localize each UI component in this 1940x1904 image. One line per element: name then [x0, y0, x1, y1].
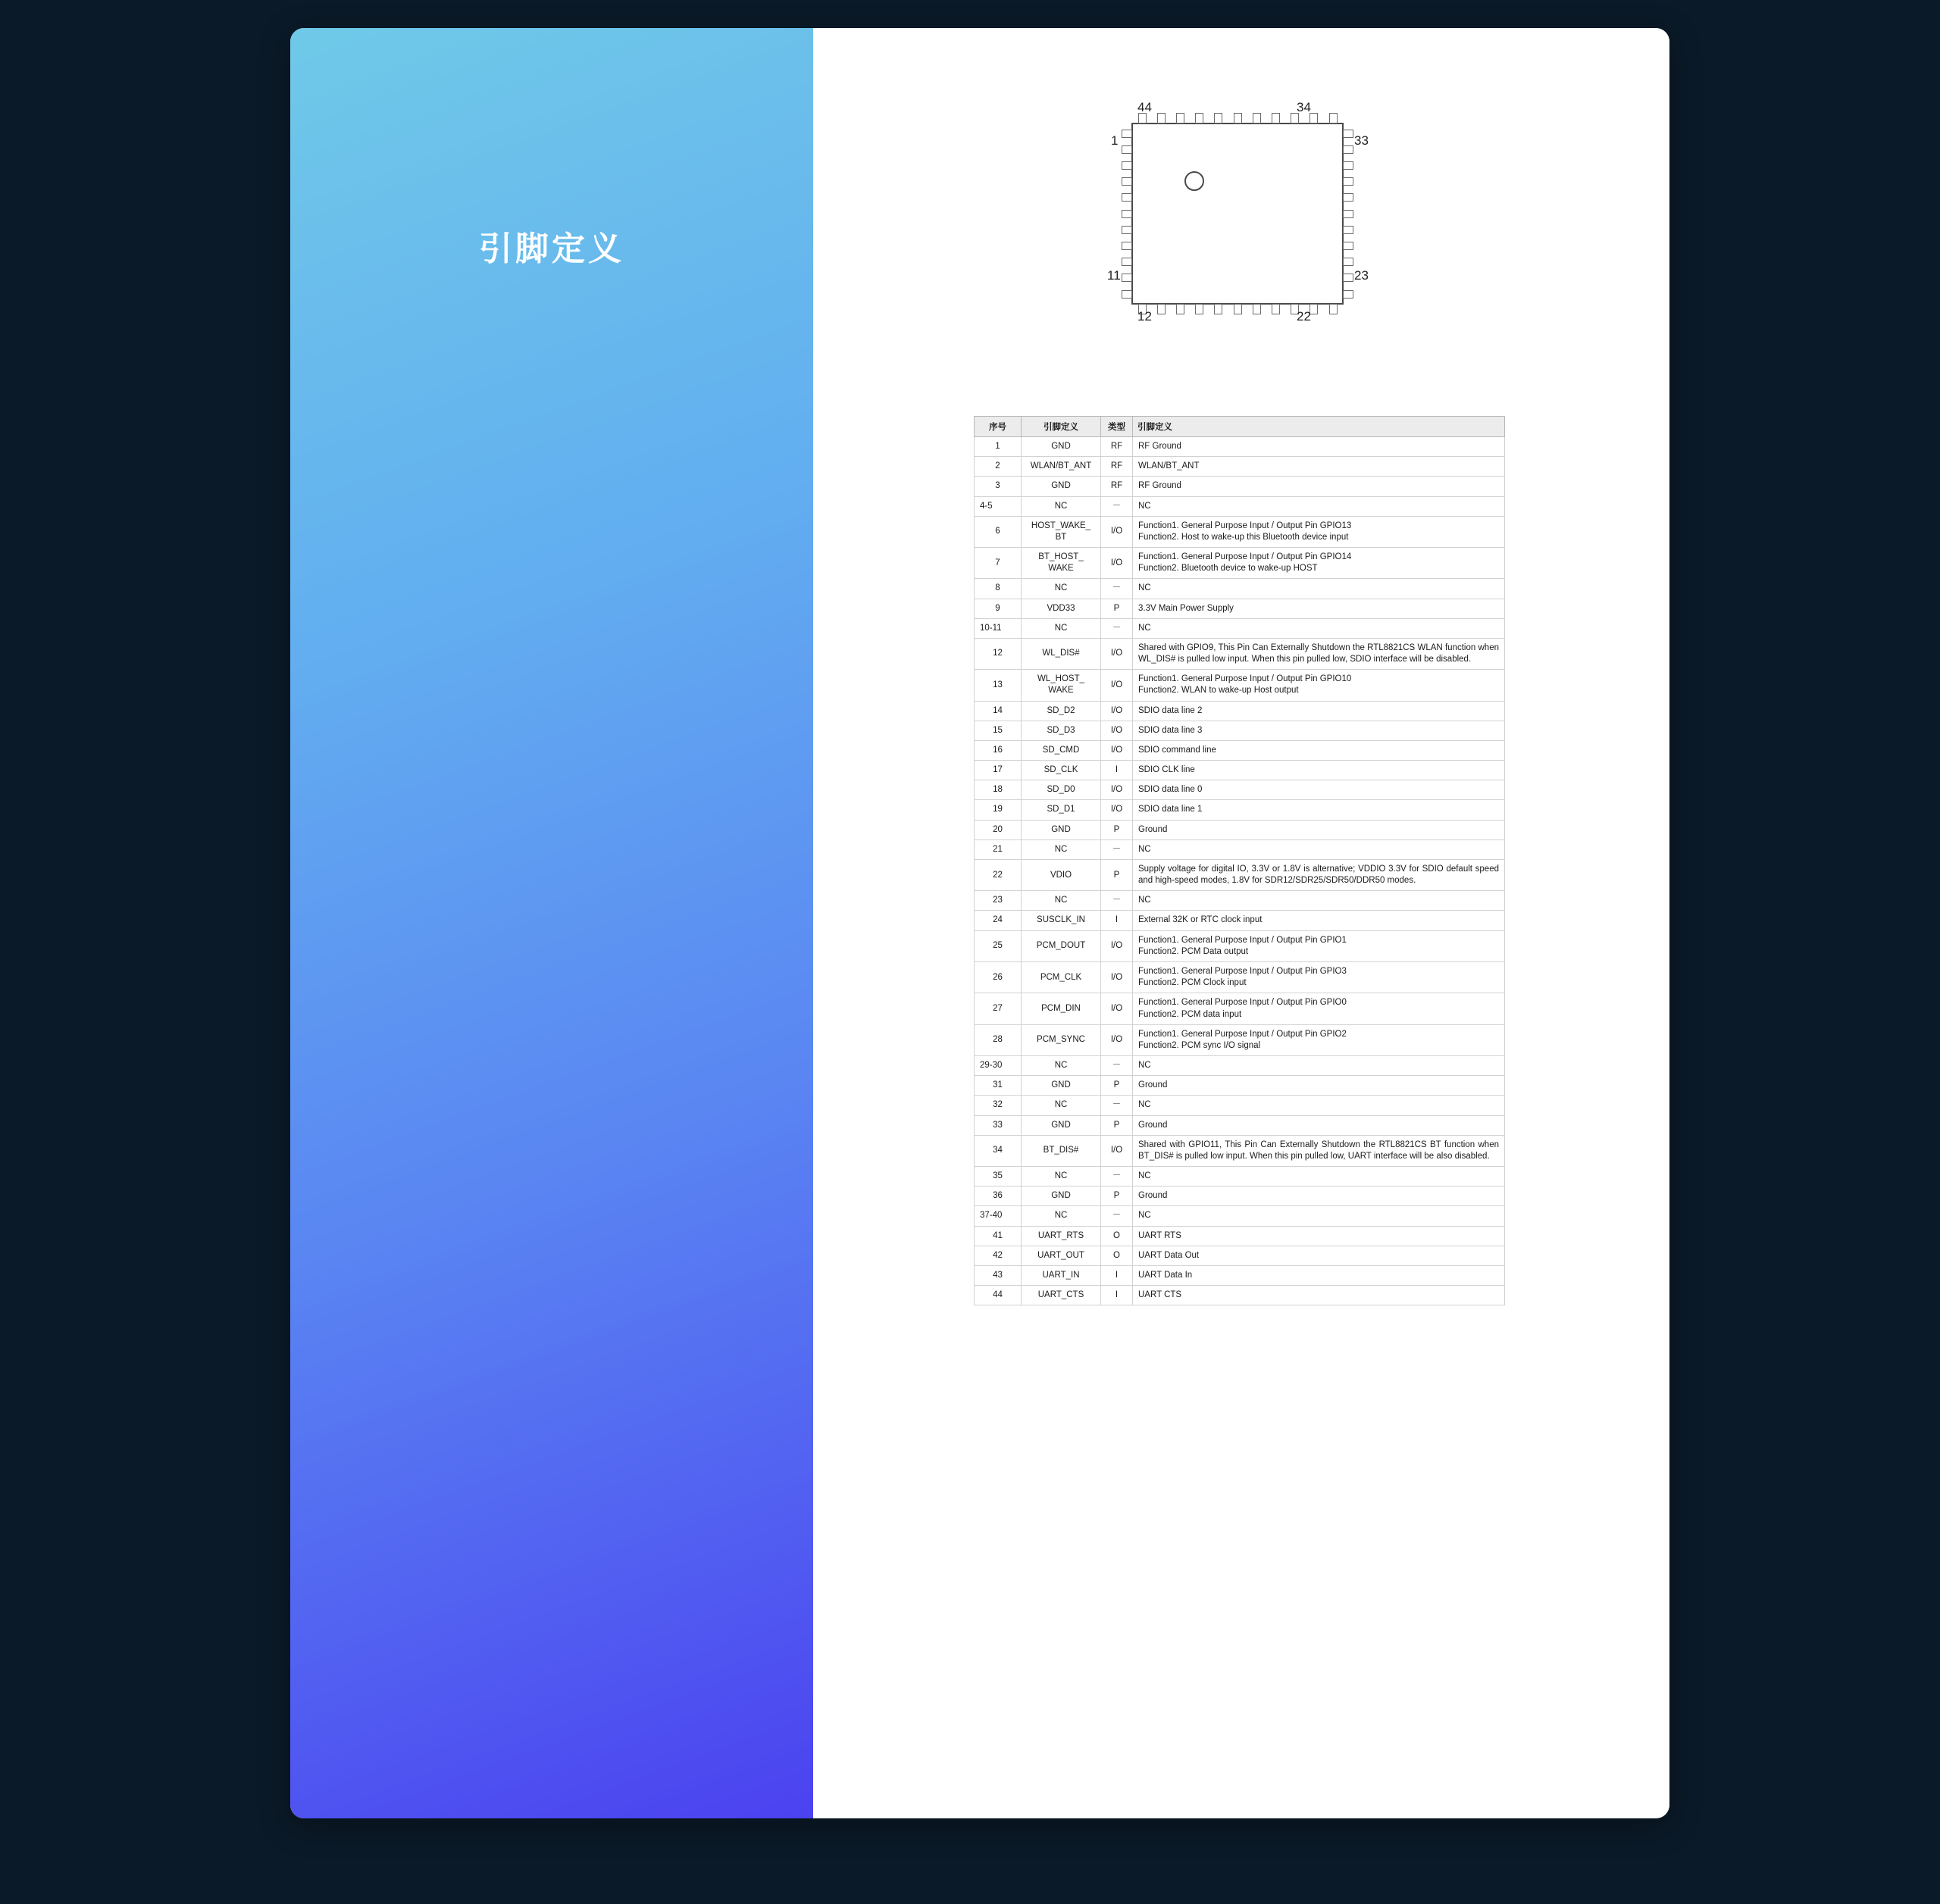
cell-pin-no: 29-30 — [975, 1056, 1022, 1076]
cell-pin-name: UART_OUT — [1022, 1246, 1101, 1265]
chip-pad — [1343, 274, 1353, 282]
right-content-panel — [813, 28, 1669, 1818]
col-header-no: 序号 — [975, 417, 1022, 437]
cell-pin-name: SD_CLK — [1022, 761, 1101, 780]
cell-pin-desc: Function1. General Purpose Input / Output Pin GPIO1 Function2. PCM Data output — [1133, 930, 1505, 961]
chip-pad — [1343, 226, 1353, 234]
cell-pin-type: I — [1101, 1265, 1133, 1285]
cell-pin-desc: 3.3V Main Power Supply — [1133, 599, 1505, 618]
cell-pin-desc: Ground — [1133, 1076, 1505, 1096]
cell-pin-name: NC — [1022, 496, 1101, 516]
cell-pin-desc: UART CTS — [1133, 1286, 1505, 1305]
cell-pin-no: 15 — [975, 721, 1022, 740]
table-row — [975, 891, 1505, 911]
table-row — [975, 1186, 1505, 1206]
cell-pin-desc: NC — [1133, 1056, 1505, 1076]
cell-pin-name: GND — [1022, 477, 1101, 496]
chip-pad — [1310, 304, 1318, 314]
cell-pin-desc: NC — [1133, 891, 1505, 911]
table-row — [975, 599, 1505, 618]
cell-pin-type: I/O — [1101, 800, 1133, 820]
cell-pin-desc: SDIO data line 2 — [1133, 701, 1505, 721]
cell-pin-no: 13 — [975, 670, 1022, 701]
cell-pin-type: P — [1101, 1186, 1133, 1206]
cell-pin-desc: UART Data In — [1133, 1265, 1505, 1285]
chip-pad — [1122, 130, 1132, 138]
cell-pin-type: P — [1101, 599, 1133, 618]
table-row — [975, 457, 1505, 477]
cell-pin-name: SD_D3 — [1022, 721, 1101, 740]
table-row — [975, 701, 1505, 721]
cell-pin-desc: NC — [1133, 839, 1505, 859]
cell-pin-type: I/O — [1101, 638, 1133, 669]
cell-pin-name: GND — [1022, 1186, 1101, 1206]
cell-pin-no: 2 — [975, 457, 1022, 477]
cell-pin-name: NC — [1022, 891, 1101, 911]
chip-pad — [1253, 304, 1261, 314]
table-row — [975, 961, 1505, 993]
chip-pad — [1234, 304, 1242, 314]
cell-pin-no: 22 — [975, 859, 1022, 890]
cell-pin-desc: Function1. General Purpose Input / Output Pin GPIO0 Function2. PCM data input — [1133, 993, 1505, 1024]
cell-pin-type: RF — [1101, 457, 1133, 477]
table-row — [975, 1167, 1505, 1186]
cell-pin-name: BT_HOST_ WAKE — [1022, 548, 1101, 579]
chip-label-right-top: 33 — [1354, 133, 1369, 148]
chip-pad — [1343, 193, 1353, 202]
chip-pad — [1343, 177, 1353, 186]
cell-pin-type: － — [1101, 891, 1133, 911]
cell-pin-no: 28 — [975, 1024, 1022, 1055]
chip-pad — [1157, 304, 1166, 314]
chip-pad — [1122, 274, 1132, 282]
cell-pin-no: 34 — [975, 1135, 1022, 1166]
chip-pad — [1343, 210, 1353, 218]
cell-pin-no: 14 — [975, 701, 1022, 721]
col-header-type: 类型 — [1101, 417, 1133, 437]
chip-pad — [1343, 145, 1353, 154]
table-row — [975, 638, 1505, 669]
cell-pin-type: P — [1101, 859, 1133, 890]
left-gradient-panel — [290, 28, 813, 1818]
chip-label-top-right: 34 — [1297, 100, 1311, 114]
chip-pad — [1122, 177, 1132, 186]
cell-pin-no: 17 — [975, 761, 1022, 780]
cell-pin-name: SD_D1 — [1022, 800, 1101, 820]
cell-pin-desc: Function1. General Purpose Input / Output Pin GPIO3 Function2. PCM Clock input — [1133, 961, 1505, 993]
chip-pin1-marker-icon — [1184, 171, 1204, 191]
cell-pin-type: I/O — [1101, 548, 1133, 579]
cell-pin-name: PCM_SYNC — [1022, 1024, 1101, 1055]
table-row — [975, 579, 1505, 599]
cell-pin-no: 19 — [975, 800, 1022, 820]
cell-pin-no: 36 — [975, 1186, 1022, 1206]
chip-pad — [1214, 113, 1222, 123]
chip-pad — [1272, 113, 1280, 123]
table-row — [975, 1135, 1505, 1166]
cell-pin-no: 8 — [975, 579, 1022, 599]
cell-pin-type: RF — [1101, 437, 1133, 457]
cell-pin-desc: Shared with GPIO11, This Pin Can Externally Shutdown the RTL8821CS BT function when BT_DIS# is pulled low input. When this pin pulled low, UART interface will be also disabled. — [1133, 1135, 1505, 1166]
cell-pin-desc: SDIO data line 0 — [1133, 780, 1505, 800]
cell-pin-no: 43 — [975, 1265, 1022, 1285]
cell-pin-no: 27 — [975, 993, 1022, 1024]
chip-body — [1131, 123, 1344, 305]
cell-pin-name: NC — [1022, 579, 1101, 599]
table-row — [975, 800, 1505, 820]
col-header-desc: 引脚定义 — [1133, 417, 1505, 437]
chip-pad — [1343, 242, 1353, 250]
cell-pin-type: I/O — [1101, 961, 1133, 993]
cell-pin-no: 25 — [975, 930, 1022, 961]
cell-pin-desc: Supply voltage for digital IO, 3.3V or 1.8V is alternative; VDDIO 3.3V for SDIO default speed and high-speed modes, 1.8V for SDR12/SDR25/SDR50/DDR50 modes. — [1133, 859, 1505, 890]
chip-pad — [1176, 304, 1184, 314]
content-card — [290, 28, 1669, 1818]
cell-pin-type: I/O — [1101, 993, 1133, 1024]
cell-pin-name: BT_DIS# — [1022, 1135, 1101, 1166]
cell-pin-type: I/O — [1101, 1135, 1133, 1166]
cell-pin-desc: Ground — [1133, 1115, 1505, 1135]
table-row — [975, 618, 1505, 638]
cell-pin-type: － — [1101, 618, 1133, 638]
cell-pin-name: NC — [1022, 618, 1101, 638]
table-row — [975, 1246, 1505, 1265]
table-row — [975, 1226, 1505, 1246]
col-header-name: 引脚定义 — [1022, 417, 1101, 437]
cell-pin-no: 18 — [975, 780, 1022, 800]
cell-pin-type: I/O — [1101, 516, 1133, 547]
cell-pin-desc: Function1. General Purpose Input / Output Pin GPIO2 Function2. PCM sync I/O signal — [1133, 1024, 1505, 1055]
chip-label-bottom-right: 22 — [1297, 309, 1311, 324]
cell-pin-type: － — [1101, 1167, 1133, 1186]
cell-pin-no: 37-40 — [975, 1206, 1022, 1226]
table-header-row — [975, 417, 1505, 437]
cell-pin-type: I/O — [1101, 670, 1133, 701]
cell-pin-name: UART_IN — [1022, 1265, 1101, 1285]
table-row — [975, 859, 1505, 890]
cell-pin-no: 9 — [975, 599, 1022, 618]
chip-pad — [1122, 226, 1132, 234]
chip-pad — [1176, 113, 1184, 123]
cell-pin-type: RF — [1101, 477, 1133, 496]
cell-pin-name: VDIO — [1022, 859, 1101, 890]
cell-pin-name: NC — [1022, 1056, 1101, 1076]
cell-pin-desc: SDIO data line 1 — [1133, 800, 1505, 820]
chip-pad — [1122, 193, 1132, 202]
cell-pin-name: PCM_CLK — [1022, 961, 1101, 993]
table-row — [975, 1115, 1505, 1135]
chip-pad — [1272, 304, 1280, 314]
cell-pin-no: 12 — [975, 638, 1022, 669]
cell-pin-type: I/O — [1101, 721, 1133, 740]
chip-pad — [1122, 258, 1132, 266]
chip-label-left-bottom: 11 — [1107, 268, 1121, 283]
page-title: 引脚定义 — [479, 230, 624, 267]
cell-pin-no: 24 — [975, 911, 1022, 930]
cell-pin-no: 1 — [975, 437, 1022, 457]
table-row — [975, 548, 1505, 579]
cell-pin-desc: NC — [1133, 1167, 1505, 1186]
cell-pin-no: 26 — [975, 961, 1022, 993]
table-row — [975, 1265, 1505, 1285]
pin-definition-table-wrap — [974, 416, 1504, 1305]
chip-pad — [1122, 145, 1132, 154]
chip-pad — [1343, 258, 1353, 266]
cell-pin-type: I/O — [1101, 1024, 1133, 1055]
cell-pin-type: I — [1101, 911, 1133, 930]
cell-pin-desc: Function1. General Purpose Input / Output Pin GPIO13 Function2. Host to wake-up this Bluetooth device input — [1133, 516, 1505, 547]
cell-pin-desc: SDIO data line 3 — [1133, 721, 1505, 740]
cell-pin-type: P — [1101, 1076, 1133, 1096]
cell-pin-desc: NC — [1133, 579, 1505, 599]
cell-pin-desc: RF Ground — [1133, 477, 1505, 496]
chip-label-right-bottom: 23 — [1354, 268, 1369, 283]
chip-pad — [1234, 113, 1242, 123]
chip-pad — [1122, 242, 1132, 250]
table-row — [975, 1096, 1505, 1115]
cell-pin-type: － — [1101, 1206, 1133, 1226]
chip-package-diagram — [1101, 100, 1419, 324]
cell-pin-name: GND — [1022, 1115, 1101, 1135]
table-row — [975, 1076, 1505, 1096]
cell-pin-name: UART_CTS — [1022, 1286, 1101, 1305]
cell-pin-name: WLAN/BT_ANT — [1022, 457, 1101, 477]
cell-pin-type: P — [1101, 1115, 1133, 1135]
table-row — [975, 1056, 1505, 1076]
cell-pin-name: SD_D0 — [1022, 780, 1101, 800]
table-row — [975, 721, 1505, 740]
cell-pin-no: 6 — [975, 516, 1022, 547]
cell-pin-type: P — [1101, 820, 1133, 839]
cell-pin-no: 20 — [975, 820, 1022, 839]
chip-pad — [1214, 304, 1222, 314]
cell-pin-desc: WLAN/BT_ANT — [1133, 457, 1505, 477]
cell-pin-name: PCM_DOUT — [1022, 930, 1101, 961]
cell-pin-name: HOST_WAKE_ BT — [1022, 516, 1101, 547]
cell-pin-type: I/O — [1101, 930, 1133, 961]
chip-pad — [1122, 290, 1132, 299]
chip-pad — [1329, 304, 1338, 314]
pin-definition-table — [974, 416, 1505, 1305]
chip-pad — [1310, 113, 1318, 123]
chip-pad — [1122, 210, 1132, 218]
cell-pin-name: SUSCLK_IN — [1022, 911, 1101, 930]
cell-pin-no: 23 — [975, 891, 1022, 911]
cell-pin-name: WL_HOST_ WAKE — [1022, 670, 1101, 701]
table-row — [975, 839, 1505, 859]
chip-label-bottom-left: 12 — [1137, 309, 1152, 324]
cell-pin-type: I/O — [1101, 740, 1133, 760]
cell-pin-desc: NC — [1133, 496, 1505, 516]
cell-pin-no: 3 — [975, 477, 1022, 496]
cell-pin-type: － — [1101, 496, 1133, 516]
cell-pin-no: 21 — [975, 839, 1022, 859]
cell-pin-type: － — [1101, 1056, 1133, 1076]
cell-pin-no: 10-11 — [975, 618, 1022, 638]
table-row — [975, 911, 1505, 930]
cell-pin-desc: Ground — [1133, 1186, 1505, 1206]
cell-pin-no: 33 — [975, 1115, 1022, 1135]
cell-pin-desc: Ground — [1133, 820, 1505, 839]
table-row — [975, 516, 1505, 547]
cell-pin-name: UART_RTS — [1022, 1226, 1101, 1246]
chip-pad — [1329, 113, 1338, 123]
table-row — [975, 1206, 1505, 1226]
cell-pin-name: GND — [1022, 1076, 1101, 1096]
cell-pin-desc: RF Ground — [1133, 437, 1505, 457]
chip-pad — [1122, 161, 1132, 170]
table-row — [975, 930, 1505, 961]
cell-pin-no: 44 — [975, 1286, 1022, 1305]
cell-pin-desc: Function1. General Purpose Input / Output Pin GPIO10 Function2. WLAN to wake-up Host output — [1133, 670, 1505, 701]
chip-pad — [1157, 113, 1166, 123]
chip-pad — [1343, 161, 1353, 170]
table-row — [975, 496, 1505, 516]
table-row — [975, 437, 1505, 457]
cell-pin-name: NC — [1022, 1096, 1101, 1115]
table-row — [975, 1024, 1505, 1055]
cell-pin-desc: SDIO CLK line — [1133, 761, 1505, 780]
cell-pin-type: I — [1101, 1286, 1133, 1305]
cell-pin-desc: SDIO command line — [1133, 740, 1505, 760]
cell-pin-name: VDD33 — [1022, 599, 1101, 618]
chip-label-top-left: 44 — [1137, 100, 1152, 114]
cell-pin-name: SD_CMD — [1022, 740, 1101, 760]
table-row — [975, 1286, 1505, 1305]
cell-pin-desc: NC — [1133, 1096, 1505, 1115]
chip-label-left-top: 1 — [1111, 133, 1119, 148]
cell-pin-desc: UART Data Out — [1133, 1246, 1505, 1265]
cell-pin-name: SD_D2 — [1022, 701, 1101, 721]
cell-pin-no: 4-5 — [975, 496, 1022, 516]
cell-pin-desc: Shared with GPIO9, This Pin Can Externally Shutdown the RTL8821CS WLAN function when WL_DIS# is pulled low input. When this pin pulled low, SDIO interface will be disabled. — [1133, 638, 1505, 669]
cell-pin-type: O — [1101, 1246, 1133, 1265]
table-row — [975, 780, 1505, 800]
table-row — [975, 820, 1505, 839]
cell-pin-type: I/O — [1101, 701, 1133, 721]
cell-pin-no: 42 — [975, 1246, 1022, 1265]
cell-pin-no: 32 — [975, 1096, 1022, 1115]
cell-pin-type: － — [1101, 579, 1133, 599]
table-row — [975, 761, 1505, 780]
cell-pin-name: GND — [1022, 437, 1101, 457]
cell-pin-name: WL_DIS# — [1022, 638, 1101, 669]
chip-pad — [1253, 113, 1261, 123]
cell-pin-desc: NC — [1133, 1206, 1505, 1226]
cell-pin-desc: External 32K or RTC clock input — [1133, 911, 1505, 930]
chip-pad — [1343, 130, 1353, 138]
chip-pad — [1195, 304, 1203, 314]
cell-pin-no: 35 — [975, 1167, 1022, 1186]
table-row — [975, 477, 1505, 496]
cell-pin-type: O — [1101, 1226, 1133, 1246]
chip-pad — [1343, 290, 1353, 299]
cell-pin-type: I — [1101, 761, 1133, 780]
cell-pin-no: 7 — [975, 548, 1022, 579]
cell-pin-desc: Function1. General Purpose Input / Output Pin GPIO14 Function2. Bluetooth device to wake-up HOST — [1133, 548, 1505, 579]
table-row — [975, 740, 1505, 760]
cell-pin-name: NC — [1022, 839, 1101, 859]
cell-pin-no: 16 — [975, 740, 1022, 760]
cell-pin-name: PCM_DIN — [1022, 993, 1101, 1024]
cell-pin-no: 41 — [975, 1226, 1022, 1246]
cell-pin-desc: NC — [1133, 618, 1505, 638]
cell-pin-no: 31 — [975, 1076, 1022, 1096]
cell-pin-type: I/O — [1101, 780, 1133, 800]
cell-pin-name: NC — [1022, 1167, 1101, 1186]
table-row — [975, 993, 1505, 1024]
cell-pin-name: NC — [1022, 1206, 1101, 1226]
table-row — [975, 670, 1505, 701]
chip-pad — [1195, 113, 1203, 123]
cell-pin-type: － — [1101, 1096, 1133, 1115]
cell-pin-name: GND — [1022, 820, 1101, 839]
cell-pin-desc: UART RTS — [1133, 1226, 1505, 1246]
cell-pin-type: － — [1101, 839, 1133, 859]
